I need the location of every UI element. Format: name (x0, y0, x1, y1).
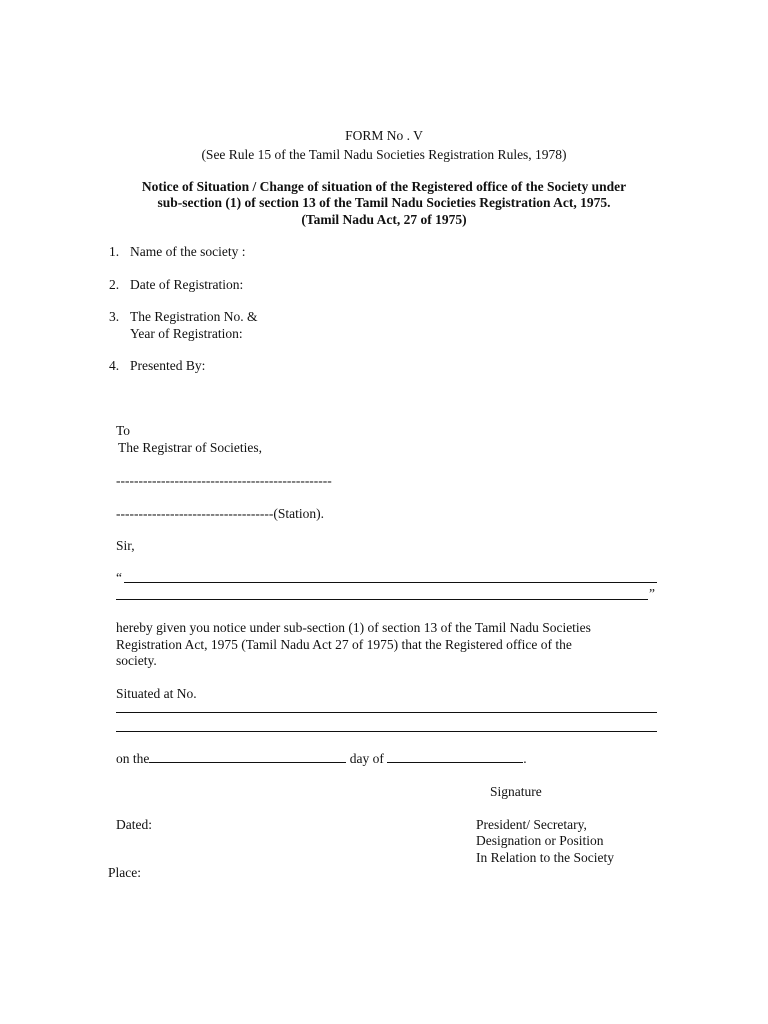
rule-reference: (See Rule 15 of the Tamil Nadu Societies Registration Rules, 1978) (201, 147, 567, 162)
field-registration-date-label: Date of Registration: (130, 277, 244, 292)
field-registration-year-label: Year of Registration: (130, 326, 243, 341)
day-blank (149, 750, 346, 763)
quoted-blank-line-2 (116, 599, 648, 600)
signature-label: Signature (490, 784, 542, 799)
month-blank (387, 750, 523, 763)
designation-line-1: President/ Secretary, (476, 817, 587, 832)
body-line-2: Registration Act, 1975 (Tamil Nadu Act 27 of 1975) that the Registered office of the (116, 637, 572, 652)
quoted-blank-line-1 (124, 582, 657, 583)
open-quote: “ (116, 570, 122, 585)
form-title-line-2: sub-section (1) of section 13 of the Tamil Nadu Societies Registration Act, 1975. (157, 195, 611, 210)
situated-blank-line-2 (116, 731, 657, 732)
address-registrar: The Registrar of Societies, (118, 440, 262, 455)
designation-line-2: Designation or Position (476, 833, 604, 848)
form-title-line-1: Notice of Situation / Change of situation of the Registered office of the Society under (141, 179, 627, 194)
body-line-1: hereby given you notice under sub-section (1) of section 13 of the Tamil Nadu Societies (116, 620, 591, 635)
designation-line-3: In Relation to the Society (476, 850, 614, 865)
situated-label: Situated at No. (116, 686, 197, 701)
field-presented-by-label: Presented By: (130, 358, 206, 373)
on-the-label: on the (116, 751, 150, 766)
address-station-line: -----------------------------------(Station). (116, 506, 324, 521)
field-society-name-label: Name of the society : (130, 244, 246, 259)
field-1-number: 1. (109, 244, 120, 259)
address-dash-line: ------------------------------------------------ (116, 473, 332, 488)
salutation: Sir, (116, 538, 135, 553)
address-to: To (116, 423, 131, 438)
date-period: . (523, 751, 527, 766)
date-line (116, 750, 527, 767)
field-3-number: 3. (109, 309, 120, 324)
field-4-number: 4. (109, 358, 120, 373)
field-2-number: 2. (109, 277, 120, 292)
situated-blank-line-1 (116, 712, 657, 713)
place-label: Place: (108, 865, 141, 880)
close-quote: ” (649, 586, 655, 601)
day-of-label: day of (349, 751, 384, 766)
field-registration-no-label: The Registration No. & (130, 309, 258, 324)
dated-label: Dated: (116, 817, 152, 832)
form-title-line-3: (Tamil Nadu Act, 27 of 1975) (301, 212, 467, 227)
body-line-3: society. (116, 653, 157, 668)
form-number: FORM No . V (345, 128, 423, 143)
